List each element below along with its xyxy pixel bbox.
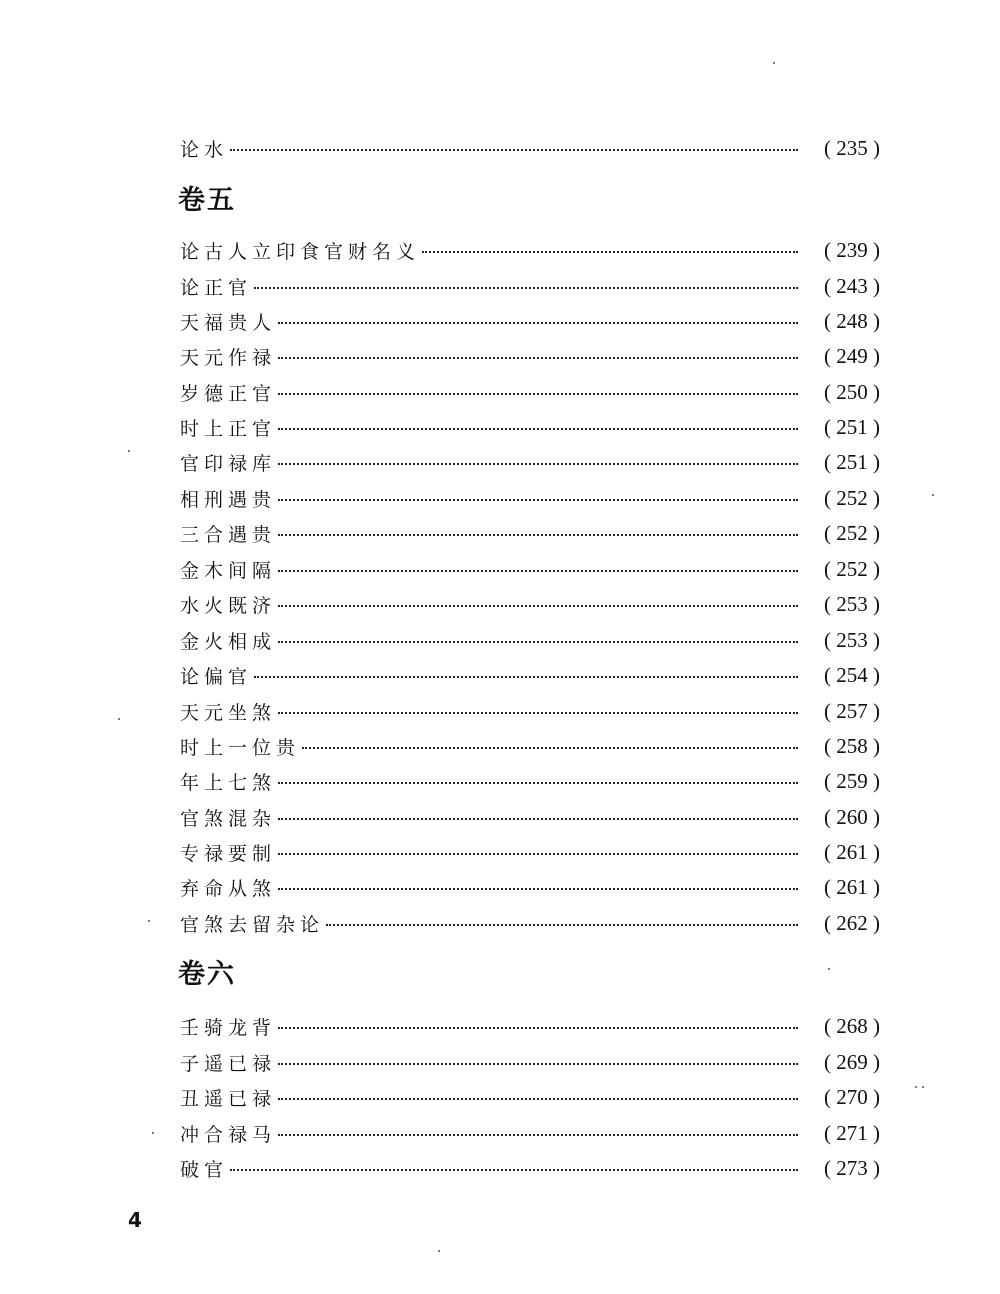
toc-entry-page: ( 270 ) — [824, 1084, 880, 1109]
toc-entry-title: 论正官 — [180, 276, 253, 299]
toc-entry-page: ( 271 ) — [824, 1120, 880, 1145]
section-heading-juan-5: 卷五 — [178, 185, 236, 216]
toc-entry[interactable] — [180, 306, 880, 336]
toc-entry-title: 官印禄库 — [180, 452, 277, 475]
toc-entry-title: 冲合禄马 — [180, 1123, 277, 1146]
toc-entry[interactable] — [180, 412, 880, 442]
scan-speck — [152, 1132, 154, 1134]
toc-entry[interactable] — [180, 837, 880, 867]
dot-leader — [278, 568, 798, 572]
toc-entry-page: ( 243 ) — [824, 273, 880, 298]
dot-leader — [278, 886, 798, 890]
dot-leader — [302, 745, 798, 749]
toc-entry[interactable] — [180, 589, 880, 619]
dot-leader — [278, 816, 798, 820]
toc-entry-title: 时上一位贵 — [180, 736, 301, 759]
dot-leader — [278, 1096, 798, 1100]
toc-entry[interactable] — [180, 908, 880, 938]
toc-entry-title: 官煞混杂 — [180, 807, 277, 830]
page-number: 4 — [128, 1208, 142, 1232]
toc-entry-title: 金木间隔 — [180, 559, 277, 582]
toc-entry-page: ( 262 ) — [824, 910, 880, 935]
toc-entry-page: ( 252 ) — [824, 520, 880, 545]
scan-speck — [932, 494, 934, 496]
toc-entry[interactable] — [180, 1153, 880, 1183]
dot-leader — [230, 147, 798, 151]
toc-entry-page: ( 261 ) — [824, 839, 880, 864]
toc-entry[interactable] — [180, 802, 880, 832]
toc-entry[interactable] — [180, 518, 880, 548]
toc-entry-title: 时上正官 — [180, 417, 277, 440]
toc-entry-page: ( 239 ) — [824, 237, 880, 262]
toc-entry[interactable] — [180, 1082, 880, 1112]
toc-entry[interactable] — [180, 271, 880, 301]
scan-speck — [915, 1086, 917, 1088]
toc-entry[interactable] — [180, 1011, 880, 1041]
scan-speck — [773, 62, 775, 64]
dot-leader — [278, 320, 798, 324]
toc-entry-page: ( 251 ) — [824, 414, 880, 439]
toc-entry[interactable] — [180, 235, 880, 265]
toc-entry[interactable] — [180, 731, 880, 761]
toc-entry-page: ( 253 ) — [824, 591, 880, 616]
dot-leader — [278, 710, 798, 714]
toc-entry[interactable] — [180, 133, 880, 163]
toc-entry-page: ( 259 ) — [824, 768, 880, 793]
dot-leader — [278, 1132, 798, 1136]
toc-entry-title: 金火相成 — [180, 630, 277, 653]
toc-entry-page: ( 235 ) — [824, 135, 880, 160]
toc-entry[interactable] — [180, 625, 880, 655]
dot-leader — [422, 249, 798, 253]
toc-entry-page: ( 261 ) — [824, 874, 880, 899]
scan-speck — [828, 968, 830, 970]
dot-leader — [278, 391, 798, 395]
toc-entry-title: 年上七煞 — [180, 771, 277, 794]
toc-entry-title: 论偏官 — [180, 665, 253, 688]
toc-entry-page: ( 249 ) — [824, 343, 880, 368]
toc-entry-page: ( 252 ) — [824, 556, 880, 581]
toc-entry-title: 破官 — [180, 1158, 229, 1181]
toc-entry-title: 岁德正官 — [180, 382, 277, 405]
toc-entry[interactable] — [180, 447, 880, 477]
toc-entry-title: 天元作禄 — [180, 346, 277, 369]
scan-speck — [148, 920, 150, 922]
dot-leader — [278, 1061, 798, 1065]
dot-leader — [278, 851, 798, 855]
toc-entry-title: 水火既济 — [180, 594, 277, 617]
toc-entry[interactable] — [180, 872, 880, 902]
toc-entry-page: ( 273 ) — [824, 1155, 880, 1180]
toc-entry-title: 子遥已禄 — [180, 1052, 277, 1075]
toc-entry-page: ( 269 ) — [824, 1049, 880, 1074]
toc-entry[interactable] — [180, 696, 880, 726]
toc-entry-page: ( 248 ) — [824, 308, 880, 333]
toc-entry-page: ( 253 ) — [824, 627, 880, 652]
toc-entry-page: ( 250 ) — [824, 379, 880, 404]
dot-leader — [326, 922, 798, 926]
toc-entry-title: 天元坐煞 — [180, 701, 277, 724]
dot-leader — [278, 355, 798, 359]
toc-entry[interactable] — [180, 483, 880, 513]
toc-entry-title: 论水 — [180, 138, 229, 161]
scan-speck — [118, 718, 120, 720]
toc-entry-page: ( 268 ) — [824, 1013, 880, 1038]
toc-entry-page: ( 260 ) — [824, 804, 880, 829]
toc-entry[interactable] — [180, 660, 880, 690]
toc-entry-title: 三合遇贵 — [180, 523, 277, 546]
toc-entry[interactable] — [180, 766, 880, 796]
dot-leader — [278, 426, 798, 430]
toc-entry-title: 弃命从煞 — [180, 877, 277, 900]
section-heading-juan-6: 卷六 — [178, 959, 236, 990]
dot-leader — [230, 1167, 798, 1171]
toc-entry-title: 丑遥已禄 — [180, 1087, 277, 1110]
toc-entry[interactable] — [180, 554, 880, 584]
toc-entry-page: ( 254 ) — [824, 662, 880, 687]
toc-entry-title: 相刑遇贵 — [180, 488, 277, 511]
dot-leader — [278, 780, 798, 784]
scan-speck — [128, 450, 130, 452]
dot-leader — [278, 639, 798, 643]
toc-entry-title: 论古人立印食官财名义 — [180, 240, 421, 263]
toc-entry[interactable] — [180, 377, 880, 407]
toc-entry[interactable] — [180, 341, 880, 371]
toc-entry-page: ( 252 ) — [824, 485, 880, 510]
scan-speck — [922, 1086, 924, 1088]
toc-entry[interactable] — [180, 1118, 880, 1148]
dot-leader — [278, 532, 798, 536]
dot-leader — [278, 497, 798, 501]
toc-entry-title: 壬骑龙背 — [180, 1016, 277, 1039]
toc-entry-title: 官煞去留杂论 — [180, 913, 325, 936]
toc-entry[interactable] — [180, 1047, 880, 1077]
toc-entry-page: ( 257 ) — [824, 698, 880, 723]
toc-entry-title: 专禄要制 — [180, 842, 277, 865]
dot-leader — [278, 603, 798, 607]
toc-entry-title: 天福贵人 — [180, 311, 277, 334]
toc-entry-page: ( 258 ) — [824, 733, 880, 758]
toc-entry-page: ( 251 ) — [824, 449, 880, 474]
dot-leader — [254, 674, 798, 678]
dot-leader — [254, 285, 798, 289]
scan-speck — [438, 1250, 440, 1252]
dot-leader — [278, 1025, 798, 1029]
dot-leader — [278, 461, 798, 465]
